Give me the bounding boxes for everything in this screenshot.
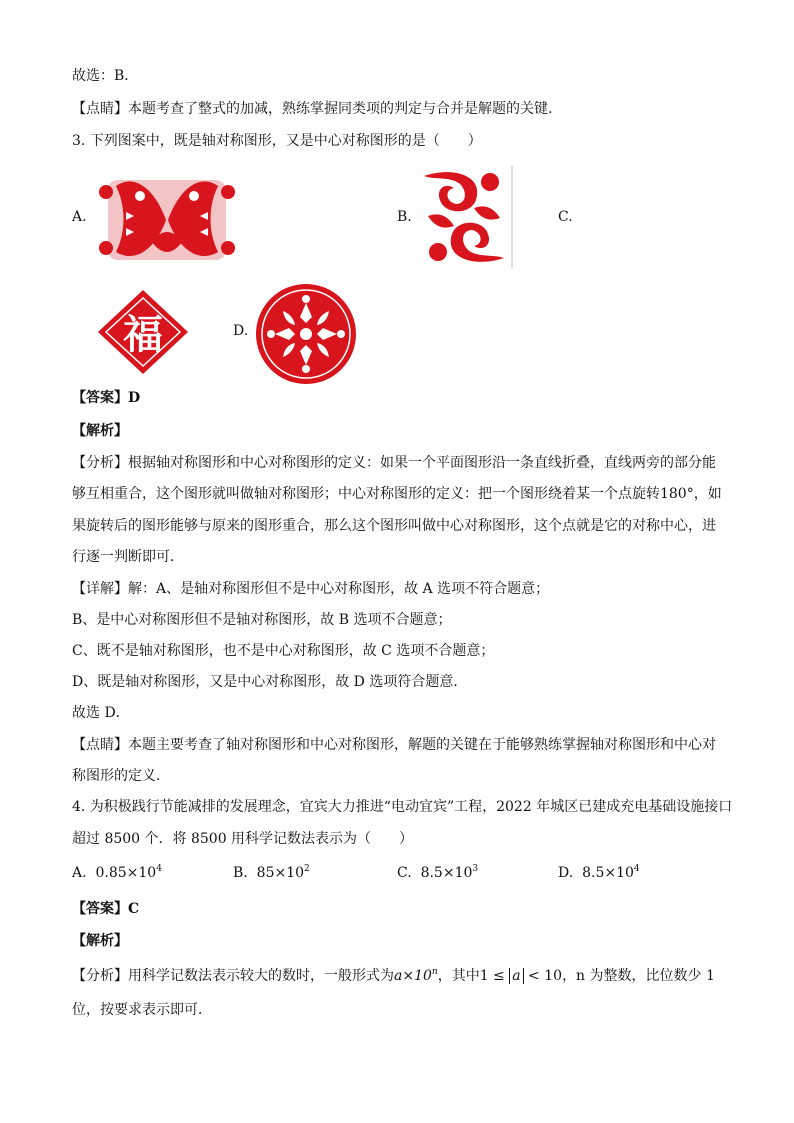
- formula-abs-a: a: [509, 968, 523, 984]
- q4-option-c: C. $8.5\times 10^3$: [397, 864, 479, 881]
- analysis-3-line-4: 行逐一判断即可．: [72, 549, 184, 565]
- analysis-4-line-1: 【分析】用科学记数法表示较大的数时，一般形式为$a\times 10^n$，其中1 ≤ a < 10，n 为整数，比位数少 1: [72, 967, 715, 984]
- question-3-stem: 3. 下列图案中，既是轴对称图形，又是中心对称图形的是（ ）: [72, 133, 482, 149]
- detail-3-line-1: 【详解】解：A、是轴对称图形但不是中心对称图形，故 A 选项不符合题意；: [72, 581, 550, 597]
- text-line-choice-b: 故选：B．: [72, 68, 139, 84]
- q4-option-b: B. $85\times 10^2$: [233, 864, 310, 881]
- formula-inequality-right: < 10: [523, 968, 563, 984]
- option-c-label: C.: [558, 209, 573, 225]
- formula-inequality-left: 1 ≤: [479, 968, 510, 984]
- option-a-label: A.: [72, 209, 87, 225]
- question-4-stem-line-1: 4. 为积极践行节能减排的发展理念，宜宾大力推进“电动宜宾”工程，2022 年城区已建成充电基础设施接口: [72, 799, 733, 815]
- circular-paper-cut-rosette-icon: [252, 283, 360, 385]
- paper-cut-goldfish-icon: [414, 166, 514, 268]
- comment-3-line-2: 称图形的定义.: [72, 768, 161, 784]
- comment-3-line-1: 【点睛】本题主要考查了轴对称图形和中心对称图形，解题的关键在于能够熟练掌握轴对称图形和中心对: [72, 737, 716, 753]
- analysis-4-heading: 【解析】: [72, 933, 128, 949]
- analysis-3-line-1: 【分析】根据轴对称图形和中心对称图形的定义：如果一个平面图形沿一条直线折叠，直线两旁的部分能: [72, 455, 716, 471]
- detail-3-line-4: D、既是轴对称图形，又是中心对称图形，故 D 选项符合题意．: [72, 674, 468, 690]
- detail-3-line-2: B、是中心对称图形但不是轴对称图形，故 B 选项不合题意；: [72, 612, 452, 628]
- analysis-4-line-2: 位，按要求表示即可．: [72, 1002, 212, 1018]
- answer-3: 【答案】D: [72, 390, 141, 406]
- text-line-comment-2: 【点睛】本题考查了整式的加减，熟练掌握同类项的判定与合并是解题的关键．: [72, 101, 562, 117]
- analysis-3-line-2: 够互相重合，这个图形就叫做轴对称图形；中心对称图形的定义：把一个图形绕着某一个点旋转180°，如: [72, 486, 722, 502]
- q4-option-a: A. $0.85\times 10^4$: [72, 864, 162, 881]
- formula-a-times-ten: a×10: [394, 968, 432, 984]
- analysis-3-heading: 【解析】: [72, 423, 128, 439]
- answer-4: 【答案】C: [72, 901, 140, 917]
- analysis-3-line-3: 果旋转后的图形能够与原来的图形重合，那么这个图形叫做中心对称图形，这个点就是它的对称中心，进: [72, 518, 716, 534]
- question-4-stem-line-2: 超过 8500 个．将 8500 用科学记数法表示为（ ）: [72, 831, 414, 847]
- q4-option-d: D. $8.5\times 10^4$: [558, 864, 640, 881]
- detail-3-line-3: C、既不是轴对称图形，也不是中心对称图形，故 C 选项不合题意；: [72, 643, 495, 659]
- svg-text:福: 福: [123, 311, 163, 358]
- choose-3: 故选 D．: [72, 705, 130, 721]
- option-b-label: B.: [397, 209, 412, 225]
- fu-character-diamond-icon: [96, 288, 190, 376]
- paper-cut-fish-icon: [96, 172, 238, 268]
- option-d-label: D.: [233, 323, 249, 339]
